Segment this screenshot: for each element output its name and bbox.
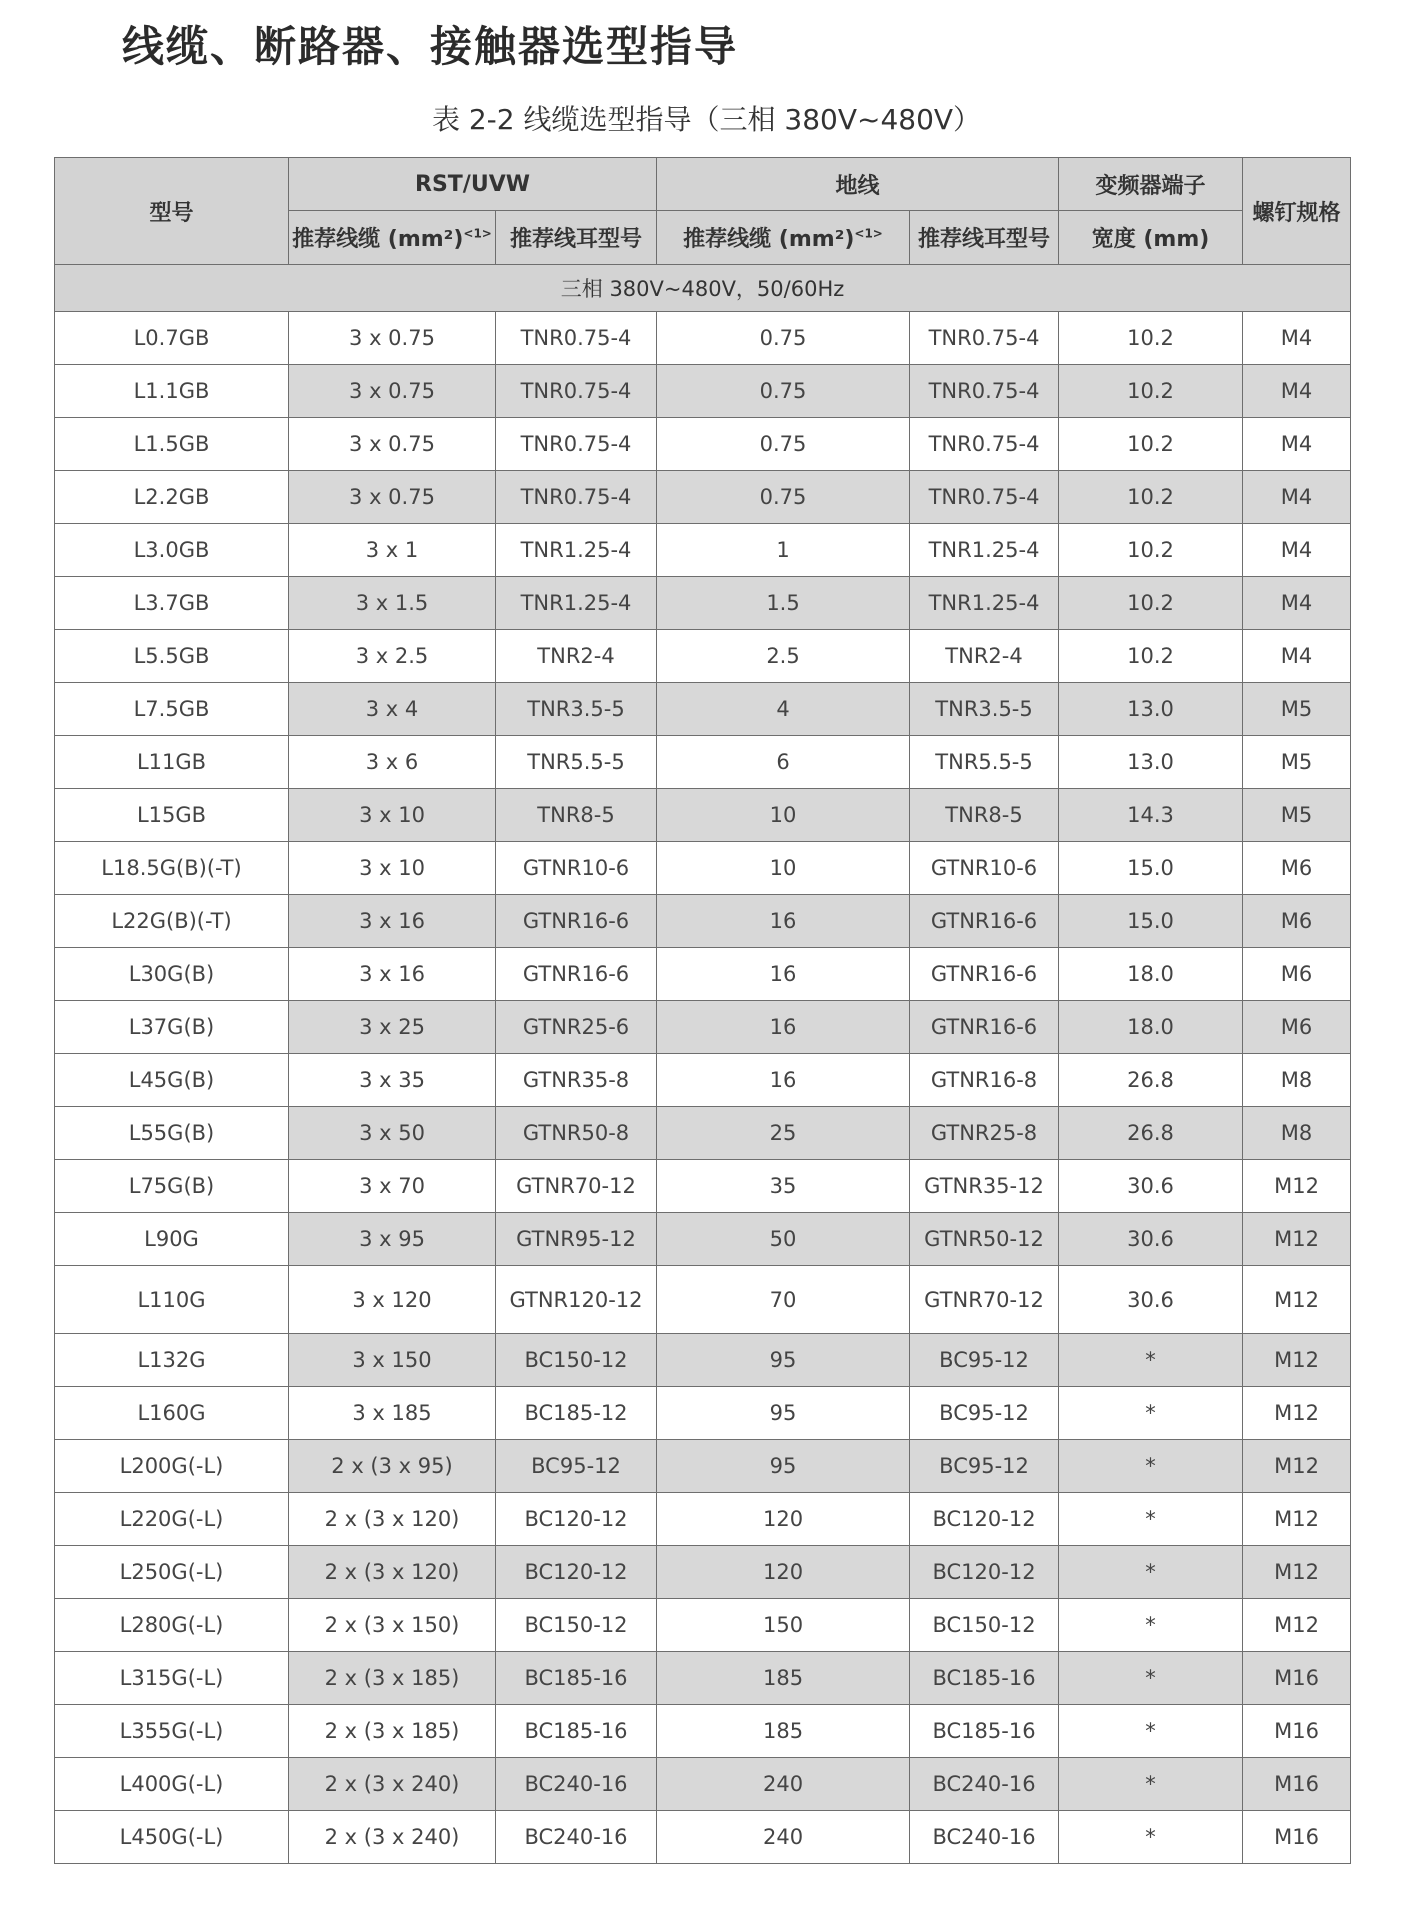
cell-rst-lug: TNR1.25-4 xyxy=(496,577,657,630)
cell-model: L22G(B)(-T) xyxy=(55,895,289,948)
cell-screw: M12 xyxy=(1243,1546,1351,1599)
table-row xyxy=(55,1160,1351,1213)
cell-screw: M16 xyxy=(1243,1811,1351,1864)
cell-rst-lug: GTNR10-6 xyxy=(496,842,657,895)
table-row xyxy=(55,471,1351,524)
cell-screw: M6 xyxy=(1243,948,1351,1001)
cell-screw: M12 xyxy=(1243,1599,1351,1652)
cell-ground-lug: GTNR10-6 xyxy=(910,842,1059,895)
cell-ground-cable: 25 xyxy=(657,1107,910,1160)
header-ground-rec-cable xyxy=(657,211,910,265)
table-row xyxy=(55,789,1351,842)
cell-model: L75G(B) xyxy=(55,1160,289,1213)
cell-rst-lug: TNR0.75-4 xyxy=(496,471,657,524)
cell-model: L315G(-L) xyxy=(55,1652,289,1705)
cell-rst-cable: 2 x (3 x 120) xyxy=(289,1546,496,1599)
cell-rst-lug: GTNR120-12 xyxy=(496,1266,657,1334)
table-row xyxy=(55,1493,1351,1546)
cell-ground-cable: 240 xyxy=(657,1758,910,1811)
cell-terminal-width: 10.2 xyxy=(1059,577,1243,630)
cell-ground-lug: BC120-12 xyxy=(910,1493,1059,1546)
cell-ground-lug: TNR0.75-4 xyxy=(910,418,1059,471)
cell-rst-lug: TNR8-5 xyxy=(496,789,657,842)
table-header xyxy=(55,158,1351,265)
cell-terminal-width: * xyxy=(1059,1811,1243,1864)
cell-model: L280G(-L) xyxy=(55,1599,289,1652)
table-row xyxy=(55,1599,1351,1652)
table-row xyxy=(55,1758,1351,1811)
cell-model: L55G(B) xyxy=(55,1107,289,1160)
header-screw: 螺钉规格 xyxy=(1243,158,1351,265)
table-row xyxy=(55,1811,1351,1864)
cell-rst-lug: BC95-12 xyxy=(496,1440,657,1493)
cell-ground-lug: GTNR16-6 xyxy=(910,895,1059,948)
table-row xyxy=(55,418,1351,471)
cell-terminal-width: 10.2 xyxy=(1059,365,1243,418)
table-row xyxy=(55,630,1351,683)
cell-rst-lug: TNR0.75-4 xyxy=(496,418,657,471)
cell-ground-lug: GTNR70-12 xyxy=(910,1266,1059,1334)
cell-ground-cable: 1.5 xyxy=(657,577,910,630)
cell-rst-cable: 3 x 10 xyxy=(289,789,496,842)
cell-terminal-width: * xyxy=(1059,1440,1243,1493)
cell-model: L2.2GB xyxy=(55,471,289,524)
cell-ground-cable: 50 xyxy=(657,1213,910,1266)
section-label: 三相 380V~480V，50/60Hz xyxy=(55,265,1351,312)
cell-ground-cable: 240 xyxy=(657,1811,910,1864)
table-row xyxy=(55,312,1351,365)
cell-ground-cable: 16 xyxy=(657,895,910,948)
cell-rst-lug: BC240-16 xyxy=(496,1758,657,1811)
cell-screw: M6 xyxy=(1243,895,1351,948)
cell-model: L45G(B) xyxy=(55,1054,289,1107)
cell-rst-lug: BC150-12 xyxy=(496,1334,657,1387)
cell-ground-lug: BC185-16 xyxy=(910,1652,1059,1705)
table-row xyxy=(55,1001,1351,1054)
cell-model: L37G(B) xyxy=(55,1001,289,1054)
cell-model: L450G(-L) xyxy=(55,1811,289,1864)
cell-ground-cable: 120 xyxy=(657,1493,910,1546)
cell-rst-cable: 3 x 0.75 xyxy=(289,365,496,418)
cell-model: L11GB xyxy=(55,736,289,789)
cell-model: L160G xyxy=(55,1387,289,1440)
cell-rst-lug: BC185-12 xyxy=(496,1387,657,1440)
cell-ground-cable: 0.75 xyxy=(657,365,910,418)
cell-ground-cable: 6 xyxy=(657,736,910,789)
table-row xyxy=(55,895,1351,948)
header-note-marker: <1> xyxy=(854,226,883,241)
cell-ground-cable: 0.75 xyxy=(657,418,910,471)
cell-model: L1.1GB xyxy=(55,365,289,418)
header-rst-rec-lug: 推荐线耳型号 xyxy=(496,211,657,265)
cell-ground-cable: 150 xyxy=(657,1599,910,1652)
cell-terminal-width: 30.6 xyxy=(1059,1266,1243,1334)
cell-rst-cable: 3 x 1 xyxy=(289,524,496,577)
cell-screw: M4 xyxy=(1243,471,1351,524)
cell-screw: M12 xyxy=(1243,1334,1351,1387)
cell-rst-lug: TNR3.5-5 xyxy=(496,683,657,736)
cell-terminal-width: 26.8 xyxy=(1059,1054,1243,1107)
cell-rst-cable: 3 x 35 xyxy=(289,1054,496,1107)
cell-ground-lug: BC240-16 xyxy=(910,1811,1059,1864)
cell-ground-cable: 0.75 xyxy=(657,312,910,365)
cell-rst-cable: 2 x (3 x 95) xyxy=(289,1440,496,1493)
cell-model: L110G xyxy=(55,1266,289,1334)
cell-screw: M8 xyxy=(1243,1107,1351,1160)
cell-rst-cable: 2 x (3 x 150) xyxy=(289,1599,496,1652)
cell-screw: M5 xyxy=(1243,683,1351,736)
cell-terminal-width: * xyxy=(1059,1546,1243,1599)
cell-ground-lug: BC185-16 xyxy=(910,1705,1059,1758)
cell-ground-cable: 10 xyxy=(657,842,910,895)
table-row xyxy=(55,1440,1351,1493)
cell-rst-cable: 3 x 16 xyxy=(289,948,496,1001)
cell-terminal-width: 26.8 xyxy=(1059,1107,1243,1160)
cell-terminal-width: 10.2 xyxy=(1059,630,1243,683)
table-row xyxy=(55,1546,1351,1599)
cell-ground-lug: TNR5.5-5 xyxy=(910,736,1059,789)
cell-screw: M5 xyxy=(1243,736,1351,789)
cell-screw: M4 xyxy=(1243,630,1351,683)
cell-rst-cable: 3 x 70 xyxy=(289,1160,496,1213)
cell-rst-cable: 2 x (3 x 185) xyxy=(289,1705,496,1758)
cell-model: L250G(-L) xyxy=(55,1546,289,1599)
cell-rst-cable: 3 x 1.5 xyxy=(289,577,496,630)
table-row xyxy=(55,683,1351,736)
cell-ground-lug: TNR1.25-4 xyxy=(910,577,1059,630)
cell-ground-cable: 70 xyxy=(657,1266,910,1334)
cell-terminal-width: * xyxy=(1059,1493,1243,1546)
cell-model: L7.5GB xyxy=(55,683,289,736)
cell-rst-cable: 3 x 0.75 xyxy=(289,471,496,524)
cell-ground-lug: BC95-12 xyxy=(910,1387,1059,1440)
cell-ground-lug: BC120-12 xyxy=(910,1546,1059,1599)
cell-terminal-width: 15.0 xyxy=(1059,842,1243,895)
cell-model: L200G(-L) xyxy=(55,1440,289,1493)
cell-ground-cable: 10 xyxy=(657,789,910,842)
cell-screw: M4 xyxy=(1243,365,1351,418)
cell-ground-lug: TNR0.75-4 xyxy=(910,471,1059,524)
cell-rst-cable: 2 x (3 x 120) xyxy=(289,1493,496,1546)
cell-screw: M4 xyxy=(1243,312,1351,365)
cell-rst-lug: TNR2-4 xyxy=(496,630,657,683)
cell-rst-lug: BC185-16 xyxy=(496,1705,657,1758)
header-rst-uvw: RST/UVW xyxy=(289,158,657,211)
cell-rst-lug: TNR5.5-5 xyxy=(496,736,657,789)
cell-rst-cable: 2 x (3 x 240) xyxy=(289,1811,496,1864)
cell-rst-lug: GTNR50-8 xyxy=(496,1107,657,1160)
table-row xyxy=(55,1705,1351,1758)
cell-screw: M6 xyxy=(1243,1001,1351,1054)
cell-model: L3.7GB xyxy=(55,577,289,630)
cell-terminal-width: * xyxy=(1059,1705,1243,1758)
cell-terminal-width: 18.0 xyxy=(1059,948,1243,1001)
table-row xyxy=(55,365,1351,418)
cell-rst-lug: GTNR70-12 xyxy=(496,1160,657,1213)
cell-rst-cable: 3 x 50 xyxy=(289,1107,496,1160)
table-row xyxy=(55,1054,1351,1107)
cell-terminal-width: * xyxy=(1059,1334,1243,1387)
cell-ground-lug: GTNR25-8 xyxy=(910,1107,1059,1160)
cell-rst-cable: 3 x 10 xyxy=(289,842,496,895)
cell-screw: M4 xyxy=(1243,524,1351,577)
cell-model: L30G(B) xyxy=(55,948,289,1001)
header-terminal-width-line1: 变频器端子 xyxy=(1059,158,1243,211)
cell-ground-lug: BC95-12 xyxy=(910,1440,1059,1493)
cell-ground-cable: 1 xyxy=(657,524,910,577)
cell-rst-lug: BC120-12 xyxy=(496,1546,657,1599)
cable-selection-table xyxy=(54,157,1351,1864)
cell-terminal-width: 13.0 xyxy=(1059,683,1243,736)
cell-ground-cable: 120 xyxy=(657,1546,910,1599)
cell-screw: M8 xyxy=(1243,1054,1351,1107)
cell-rst-lug: TNR0.75-4 xyxy=(496,312,657,365)
cell-rst-lug: TNR0.75-4 xyxy=(496,365,657,418)
cell-model: L18.5G(B)(-T) xyxy=(55,842,289,895)
cell-ground-lug: TNR3.5-5 xyxy=(910,683,1059,736)
cell-ground-cable: 95 xyxy=(657,1440,910,1493)
cell-ground-cable: 95 xyxy=(657,1387,910,1440)
cell-terminal-width: 14.3 xyxy=(1059,789,1243,842)
cell-ground-cable: 95 xyxy=(657,1334,910,1387)
cell-rst-cable: 3 x 25 xyxy=(289,1001,496,1054)
cell-ground-cable: 16 xyxy=(657,1001,910,1054)
header-rec-cable-label: 推荐线缆 (mm²) xyxy=(683,227,855,252)
cell-terminal-width: 18.0 xyxy=(1059,1001,1243,1054)
cell-terminal-width: 30.6 xyxy=(1059,1160,1243,1213)
cell-rst-cable: 3 x 0.75 xyxy=(289,312,496,365)
cell-terminal-width: 10.2 xyxy=(1059,471,1243,524)
cell-ground-cable: 16 xyxy=(657,1054,910,1107)
cell-rst-cable: 3 x 185 xyxy=(289,1387,496,1440)
cell-screw: M16 xyxy=(1243,1758,1351,1811)
cell-screw: M12 xyxy=(1243,1213,1351,1266)
header-ground: 地线 xyxy=(657,158,1059,211)
cell-ground-lug: TNR8-5 xyxy=(910,789,1059,842)
cell-ground-cable: 2.5 xyxy=(657,630,910,683)
cell-terminal-width: * xyxy=(1059,1652,1243,1705)
cell-ground-lug: TNR1.25-4 xyxy=(910,524,1059,577)
header-ground-rec-lug: 推荐线耳型号 xyxy=(910,211,1059,265)
cell-rst-cable: 3 x 120 xyxy=(289,1266,496,1334)
header-model: 型号 xyxy=(55,158,289,265)
cell-ground-cable: 185 xyxy=(657,1705,910,1758)
cell-model: L1.5GB xyxy=(55,418,289,471)
cell-ground-cable: 0.75 xyxy=(657,471,910,524)
table-row xyxy=(55,1266,1351,1334)
header-note-marker: <1> xyxy=(463,226,492,241)
cell-terminal-width: 15.0 xyxy=(1059,895,1243,948)
page-title: 线缆、断路器、接触器选型指导 xyxy=(122,22,739,71)
cell-ground-lug: TNR0.75-4 xyxy=(910,312,1059,365)
cell-ground-lug: BC95-12 xyxy=(910,1334,1059,1387)
cell-ground-cable: 185 xyxy=(657,1652,910,1705)
cell-rst-lug: BC240-16 xyxy=(496,1811,657,1864)
cell-rst-lug: BC150-12 xyxy=(496,1599,657,1652)
cell-rst-lug: GTNR25-6 xyxy=(496,1001,657,1054)
table-caption: 表 2-2 线缆选型指导（三相 380V~480V） xyxy=(431,103,982,136)
table-body xyxy=(55,312,1351,1864)
cell-ground-lug: GTNR16-6 xyxy=(910,948,1059,1001)
cell-model: L15GB xyxy=(55,789,289,842)
cell-screw: M5 xyxy=(1243,789,1351,842)
table-row xyxy=(55,842,1351,895)
cell-terminal-width: 10.2 xyxy=(1059,524,1243,577)
cell-ground-cable: 35 xyxy=(657,1160,910,1213)
cell-screw: M12 xyxy=(1243,1160,1351,1213)
header-rec-cable-label: 推荐线缆 (mm²) xyxy=(292,227,464,252)
cell-model: L90G xyxy=(55,1213,289,1266)
cell-ground-lug: GTNR16-6 xyxy=(910,1001,1059,1054)
header-terminal-width-line2: 宽度 (mm) xyxy=(1059,211,1243,265)
cell-terminal-width: 13.0 xyxy=(1059,736,1243,789)
cell-terminal-width: * xyxy=(1059,1387,1243,1440)
cell-terminal-width: * xyxy=(1059,1599,1243,1652)
cell-screw: M4 xyxy=(1243,577,1351,630)
cell-screw: M12 xyxy=(1243,1266,1351,1334)
cell-rst-lug: BC120-12 xyxy=(496,1493,657,1546)
cell-rst-cable: 3 x 0.75 xyxy=(289,418,496,471)
table-row xyxy=(55,736,1351,789)
cell-rst-lug: GTNR35-8 xyxy=(496,1054,657,1107)
table-row xyxy=(55,1652,1351,1705)
table-row xyxy=(55,1107,1351,1160)
cell-rst-cable: 3 x 16 xyxy=(289,895,496,948)
cell-ground-lug: BC150-12 xyxy=(910,1599,1059,1652)
cell-ground-cable: 16 xyxy=(657,948,910,1001)
cell-terminal-width: * xyxy=(1059,1758,1243,1811)
cell-rst-cable: 2 x (3 x 185) xyxy=(289,1652,496,1705)
cell-ground-lug: TNR2-4 xyxy=(910,630,1059,683)
cell-ground-lug: BC240-16 xyxy=(910,1758,1059,1811)
cell-terminal-width: 30.6 xyxy=(1059,1213,1243,1266)
cell-rst-cable: 3 x 4 xyxy=(289,683,496,736)
table-row xyxy=(55,1213,1351,1266)
cell-model: L355G(-L) xyxy=(55,1705,289,1758)
table-row xyxy=(55,524,1351,577)
cell-screw: M4 xyxy=(1243,418,1351,471)
cell-rst-cable: 3 x 95 xyxy=(289,1213,496,1266)
cell-terminal-width: 10.2 xyxy=(1059,418,1243,471)
cell-rst-cable: 3 x 6 xyxy=(289,736,496,789)
cell-screw: M6 xyxy=(1243,842,1351,895)
table-row xyxy=(55,1387,1351,1440)
cell-model: L400G(-L) xyxy=(55,1758,289,1811)
table-row xyxy=(55,577,1351,630)
cell-model: L220G(-L) xyxy=(55,1493,289,1546)
cell-rst-lug: GTNR16-6 xyxy=(496,948,657,1001)
cell-model: L5.5GB xyxy=(55,630,289,683)
cell-screw: M16 xyxy=(1243,1705,1351,1758)
cell-screw: M12 xyxy=(1243,1440,1351,1493)
cell-rst-lug: GTNR16-6 xyxy=(496,895,657,948)
cell-screw: M12 xyxy=(1243,1493,1351,1546)
cell-rst-lug: GTNR95-12 xyxy=(496,1213,657,1266)
header-rst-rec-cable xyxy=(289,211,496,265)
cell-rst-cable: 3 x 2.5 xyxy=(289,630,496,683)
table-row xyxy=(55,1334,1351,1387)
cell-model: L3.0GB xyxy=(55,524,289,577)
cell-rst-cable: 3 x 150 xyxy=(289,1334,496,1387)
cell-terminal-width: 10.2 xyxy=(1059,312,1243,365)
cell-ground-cable: 4 xyxy=(657,683,910,736)
cell-ground-lug: GTNR16-8 xyxy=(910,1054,1059,1107)
cell-ground-lug: GTNR50-12 xyxy=(910,1213,1059,1266)
cell-rst-lug: BC185-16 xyxy=(496,1652,657,1705)
cell-screw: M16 xyxy=(1243,1652,1351,1705)
table-row xyxy=(55,948,1351,1001)
cell-rst-lug: TNR1.25-4 xyxy=(496,524,657,577)
cell-model: L0.7GB xyxy=(55,312,289,365)
cell-ground-lug: TNR0.75-4 xyxy=(910,365,1059,418)
cell-rst-cable: 2 x (3 x 240) xyxy=(289,1758,496,1811)
cell-model: L132G xyxy=(55,1334,289,1387)
cell-screw: M12 xyxy=(1243,1387,1351,1440)
cell-ground-lug: GTNR35-12 xyxy=(910,1160,1059,1213)
